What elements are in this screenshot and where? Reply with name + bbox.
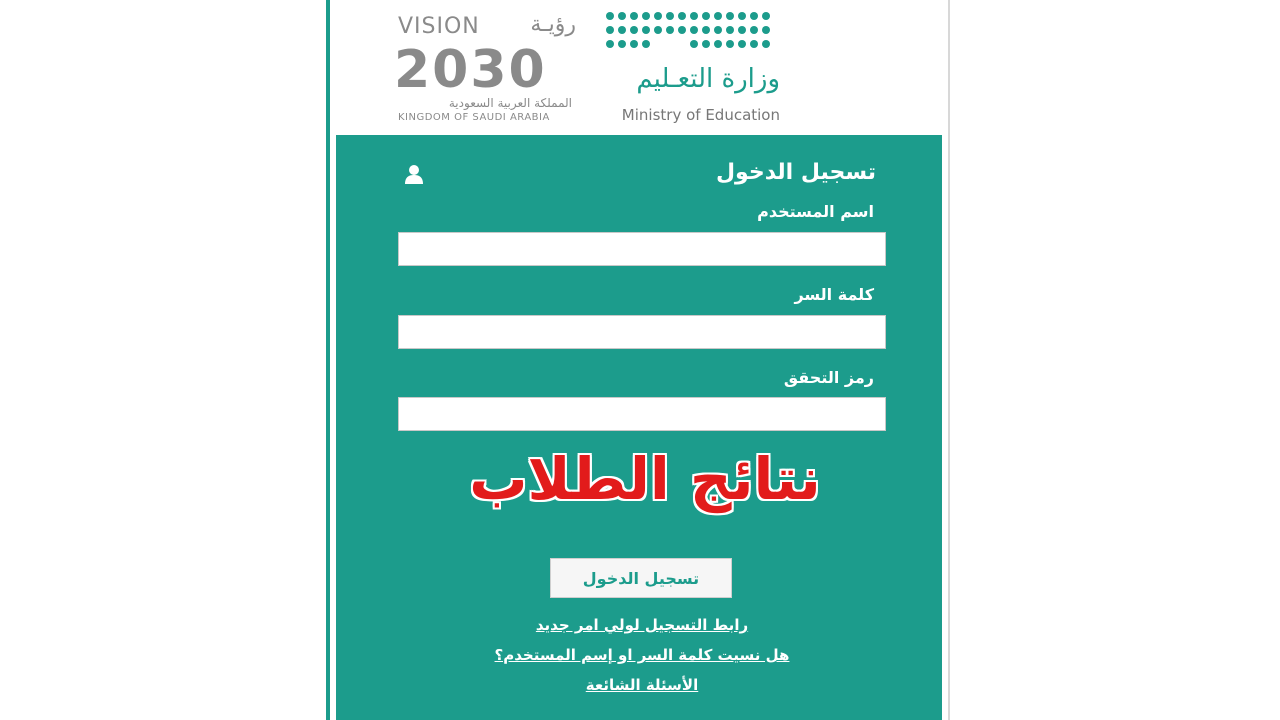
password-label: كلمة السر	[794, 285, 874, 304]
kingdom-name-en: KINGDOM OF SAUDI ARABIA	[398, 112, 550, 123]
form-title: تسجيل الدخول	[715, 160, 876, 185]
faq-link[interactable]: الأسئلة الشائعة	[585, 676, 699, 694]
login-button[interactable]: تسجيل الدخول	[550, 558, 732, 598]
username-input[interactable]	[398, 232, 886, 266]
kingdom-name-ar: المملكة العربية السعودية	[448, 96, 572, 110]
ministry-dots-icon	[600, 8, 780, 58]
vision-word: VISION	[398, 14, 480, 39]
header	[330, 0, 948, 135]
ministry-logo	[610, 6, 820, 128]
ministry-name-ar: وزارة التعـليم	[636, 64, 780, 94]
username-label: اسم المستخدم	[757, 202, 874, 221]
captcha-input[interactable]	[398, 397, 886, 431]
guardian-register-link[interactable]: رابط التسجيل لولي امر جديد	[535, 616, 749, 634]
captcha-label: رمز التحقق	[783, 368, 874, 387]
ministry-name-en: Ministry of Education	[621, 106, 780, 124]
vision-word-ar: رؤيـة	[530, 12, 576, 37]
user-icon	[404, 164, 424, 184]
vision-2030-logo	[392, 8, 582, 126]
vision-year: 2030	[394, 40, 547, 100]
forgot-credentials-link[interactable]: هل نسيت كلمة السر او إسم المستخدم؟	[494, 646, 790, 664]
student-results-overlay: نتائج الطلاب	[469, 445, 821, 513]
password-input[interactable]	[398, 315, 886, 349]
login-panel	[326, 0, 950, 720]
